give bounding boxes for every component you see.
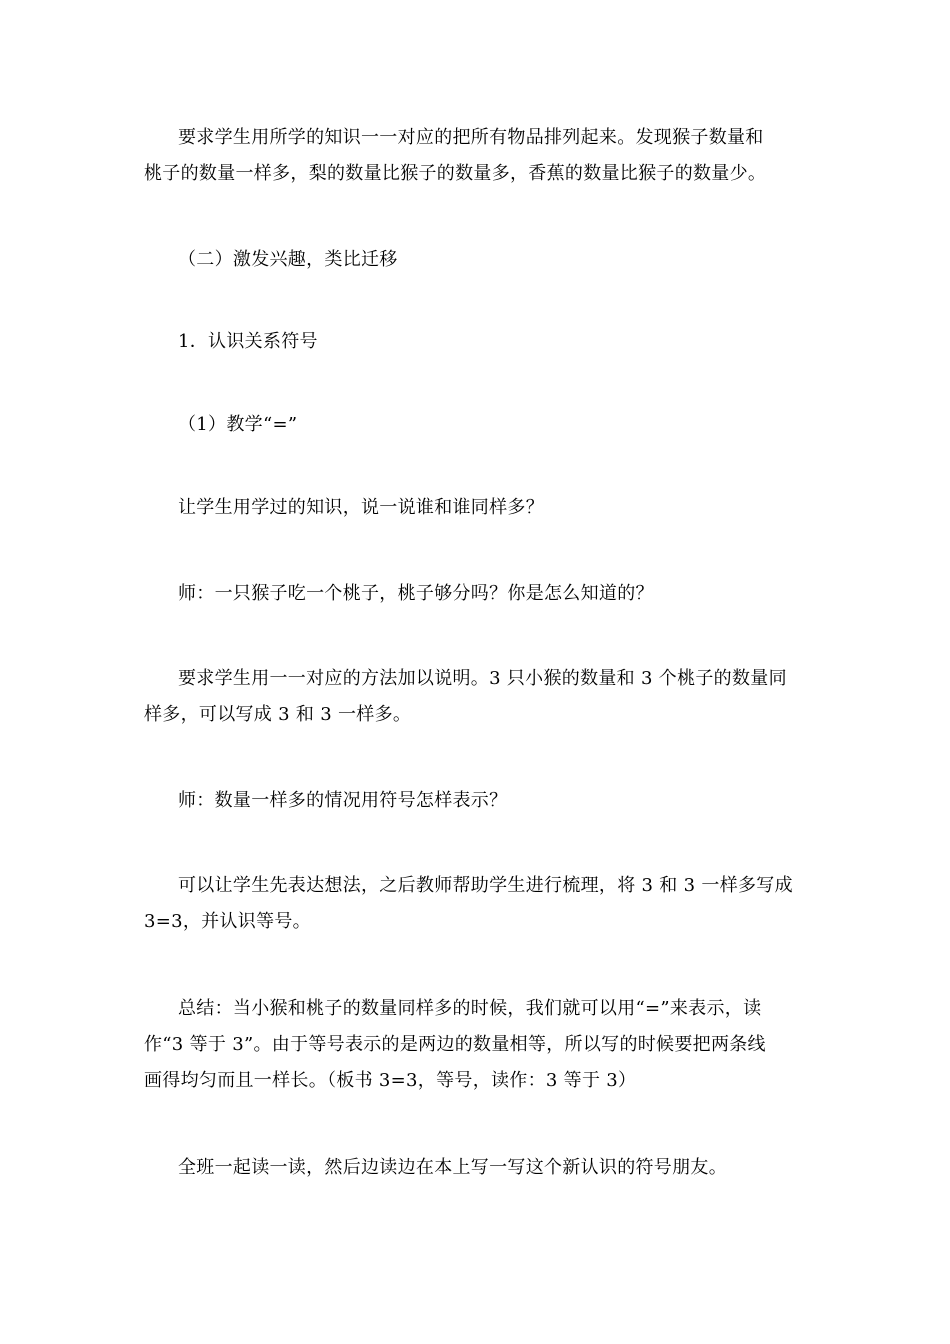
paragraph-guidance (144, 868, 814, 940)
paragraph-line: 画得均匀而且一样长。（板书 3=3，等号，读作：3 等于 3） (144, 1070, 637, 1091)
paragraph-line: 要求学生用一一对应的方法加以说明。3 只小猴的数量和 3 个桃子的数量同 (178, 668, 787, 689)
paragraph-question (144, 490, 814, 526)
paragraph-teacher-question (144, 576, 814, 612)
paragraph-line: 师：数量一样多的情况用符号怎样表示？ (178, 790, 508, 811)
paragraph-line: 桃子的数量一样多，梨的数量比猴子的数量多，香蕉的数量比猴子的数量少。 (144, 163, 767, 184)
paragraph-line: 全班一起读一读，然后边读边在本上写一写这个新认识的符号朋友。 (178, 1157, 727, 1178)
paragraph-line: 可以让学生先表达想法，之后教师帮助学生进行梳理，将 3 和 3 一样多写成 (178, 875, 793, 896)
item-heading-text: （1）教学“=” (178, 414, 298, 435)
section-heading (144, 242, 814, 278)
paragraph-line: 总结：当小猴和桃子的数量同样多的时候，我们就可以用“=”来表示，读 (178, 998, 762, 1019)
paragraph-intro (144, 120, 814, 192)
paragraph-explanation (144, 661, 814, 733)
paragraph-line: 样多，可以写成 3 和 3 一样多。 (144, 704, 412, 725)
item-heading (144, 407, 814, 443)
paragraph-line: 作“3 等于 3”。由于等号表示的是两边的数量相等，所以写的时候要把两条线 (144, 1034, 766, 1055)
paragraph-class-activity (144, 1150, 814, 1186)
paragraph-line: 师：一只猴子吃一个桃子，桃子够分吗？你是怎么知道的？ (178, 583, 654, 604)
paragraph-line: 3=3，并认识等号。 (144, 911, 311, 932)
paragraph-teacher-prompt (144, 783, 814, 819)
subsection-heading-text: 1．认识关系符号 (178, 331, 318, 352)
paragraph-line: 让学生用学过的知识，说一说谁和谁同样多？ (178, 497, 544, 518)
section-heading-text: （二）激发兴趣，类比迁移 (178, 249, 398, 270)
paragraph-line: 要求学生用所学的知识一一对应的把所有物品排列起来。发现猴子数量和 (178, 127, 764, 148)
subsection-heading (144, 324, 814, 360)
paragraph-summary (144, 991, 814, 1099)
